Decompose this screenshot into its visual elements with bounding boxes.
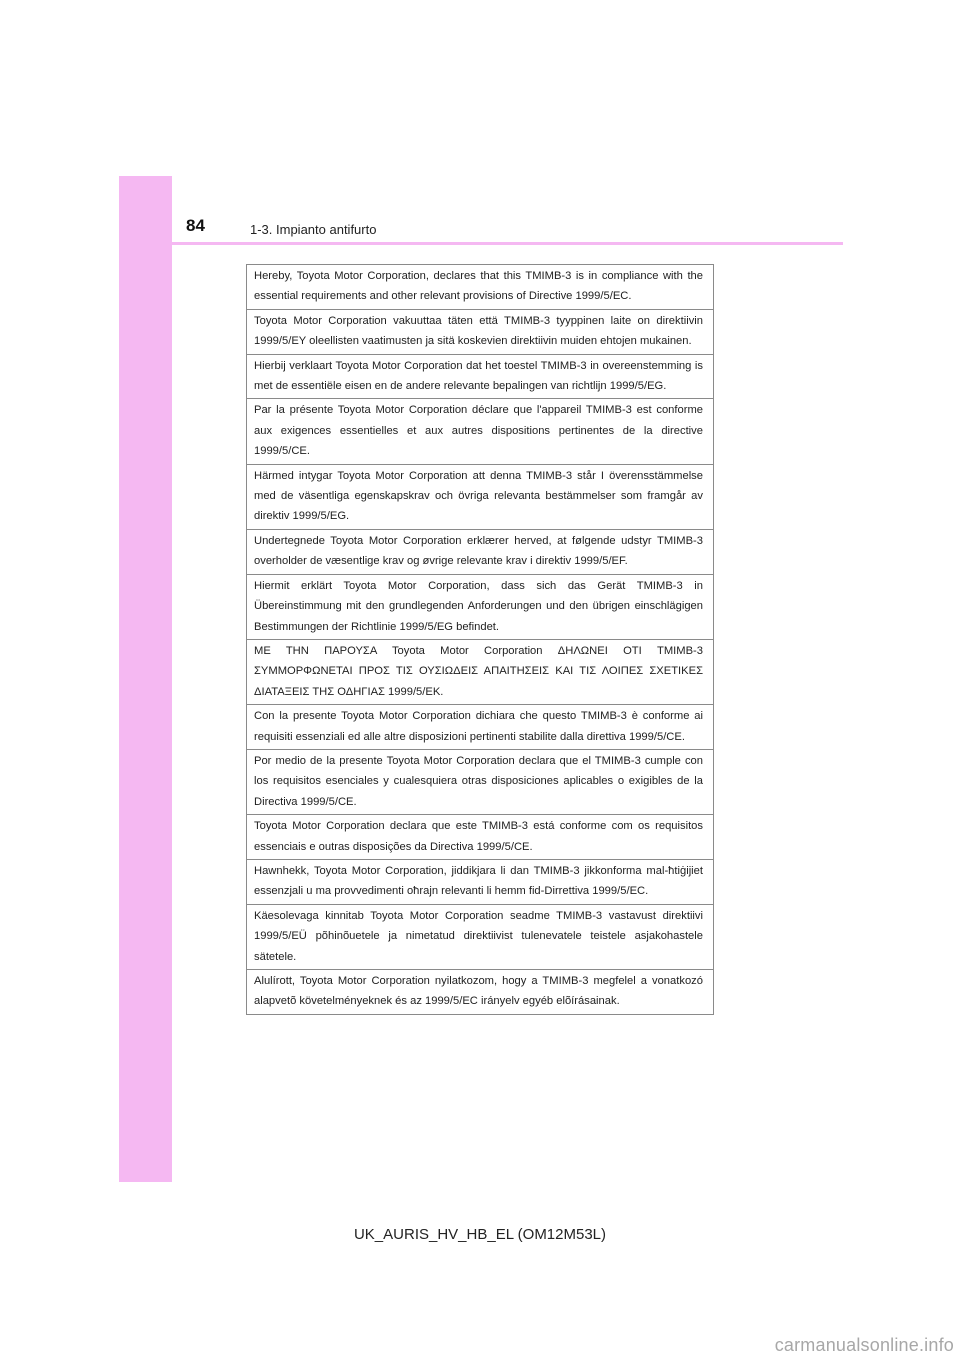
table-row [247,265,714,310]
table-row [247,705,714,750]
table-row [247,309,714,354]
site-watermark: carmanualsonline.info [774,1335,954,1355]
table-row [247,399,714,464]
side-accent-band [119,176,172,1182]
declaration-german: Hiermit erklärt Toyota Motor Corporation, dass sich das Gerät TMIMB-3 in Übereinstimmung mit den grundlegenden Anforderungen und den übrigen einschlägigen Bestimmungen der Richtlinie 1999/5/EG befindet. [247,574,714,639]
table-row [247,639,714,704]
declaration-finnish: Toyota Motor Corporation vakuuttaa täten että TMIMB-3 tyyppinen laite on direktiivin 1999/5/EY oleellisten vaatimusten ja sitä koskevien direktiivin muiden ehtojen mukainen. [247,309,714,354]
table-row [247,354,714,399]
table-row [247,904,714,969]
table-row [247,464,714,529]
table-row [247,970,714,1015]
declaration-swedish: Härmed intygar Toyota Motor Corporation att denna TMIMB-3 står I överensstämmelse med de väsentliga egenskapskrav och övriga relevanta bestämmelser som framgår av direktiv 1999/5/EG. [247,464,714,529]
table-row [247,574,714,639]
header-rule [119,242,843,245]
table-row [247,749,714,814]
declaration-english: Hereby, Toyota Motor Corporation, declares that this TMIMB-3 is in compliance with the essential requirements and other relevant provisions of Directive 1999/5/EC. [247,265,714,310]
declaration-spanish: Por medio de la presente Toyota Motor Corporation declara que el TMIMB-3 cumple con los requisitos esenciales y cualesquiera otras disposiciones aplicables o exigibles de la Directiva 1999/5/CE. [247,749,714,814]
declarations-table [246,264,714,1015]
table-row [247,859,714,904]
declaration-greek: ΜΕ ΤΗΝ ΠΑΡΟΥΣΑ Toyota Motor Corporation ΔΗΛΩΝΕΙ ΟΤΙ TMIMB-3 ΣΥΜΜΟΡΦΩΝΕΤΑΙ ΠΡΟΣ ΤΙΣ ΟΥΣΙΩΔΕΙΣ ΑΠΑΙΤΗΣΕΙΣ ΚΑΙ ΤΙΣ ΛΟΙΠΕΣ ΣΧΕΤΙΚΕΣ ΔΙΑΤΑΞΕΙΣ ΤΗΣ ΟΔΗΓΙΑΣ 1999/5/ΕΚ. [247,639,714,704]
page-number: 84 [186,216,205,235]
footer-document-code: UK_AURIS_HV_HB_EL (OM12M53L) [353,1226,607,1243]
declaration-maltese: Hawnhekk, Toyota Motor Corporation, jiddikjara li dan TMIMB-3 jikkonforma mal-ħtiġijiet essenzjali u ma provvedimenti oħrajn relevanti li hemm fid-Dirrettiva 1999/5/EC. [247,859,714,904]
declaration-portuguese: Toyota Motor Corporation declara que este TMIMB-3 está conforme com os requisitos essenciais e outras disposições da Directiva 1999/5/CE. [247,815,714,860]
declaration-hungarian: Alulírott, Toyota Motor Corporation nyilatkozom, hogy a TMIMB-3 megfelel a vonatkozó alapvetõ követelményeknek és az 1999/5/EC irányelv egyéb elõírásainak. [247,970,714,1015]
declaration-danish: Undertegnede Toyota Motor Corporation erklærer herved, at følgende udstyr TMIMB-3 overholder de væsentlige krav og øvrige relevante krav i direktiv 1999/5/EF. [247,529,714,574]
section-title: 1-3. Impianto antifurto [250,222,377,237]
declaration-dutch: Hierbij verklaart Toyota Motor Corporation dat het toestel TMIMB-3 in overeenstemming is met de essentiële eisen en de andere relevante bepalingen van richtlijn 1999/5/EG. [247,354,714,399]
declaration-french: Par la présente Toyota Motor Corporation déclare que l'appareil TMIMB-3 est conforme aux exigences essentielles et aux autres dispositions pertinentes de la directive 1999/5/CE. [247,399,714,464]
declaration-italian: Con la presente Toyota Motor Corporation dichiara che questo TMIMB-3 è conforme ai requisiti essenziali ed alle altre disposizioni pertinenti stabilite dalla direttiva 1999/5/CE. [247,705,714,750]
table-row [247,529,714,574]
table-row [247,815,714,860]
declaration-estonian: Käesolevaga kinnitab Toyota Motor Corporation seadme TMIMB-3 vastavust direktiivi 1999/5/EÜ põhinõuetele ja nimetatud direktiivist tulenevatele teistele asjakohastele sätetele. [247,904,714,969]
